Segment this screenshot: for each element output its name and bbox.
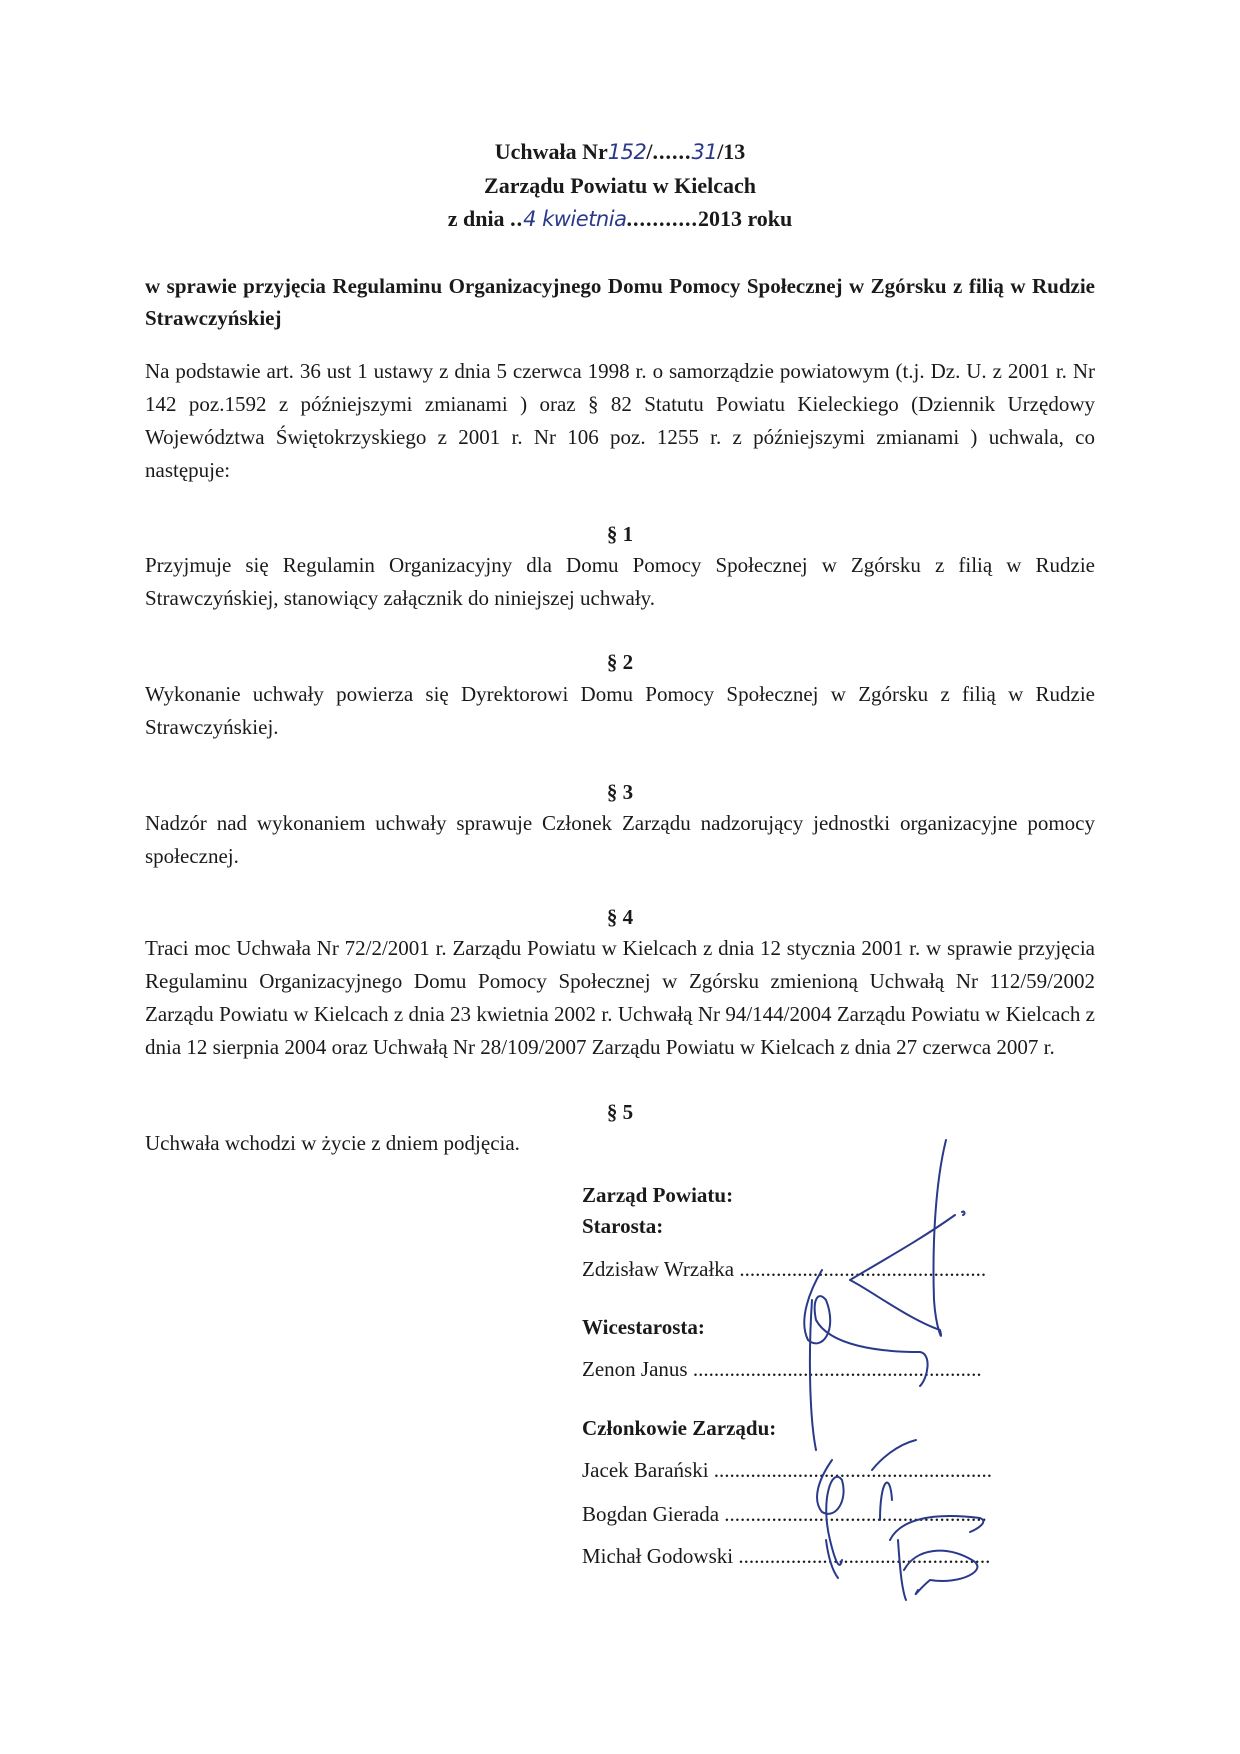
paragraph-1-text: Przyjmuje się Regulamin Organizacyjny dla Domu Pomocy Społecznej w Zgórsku z filią w Rudzie Strawczyńskiej, stanowiący załącznik do niniejszej uchwały. [145, 553, 1095, 610]
member-name: Michał Godowski [582, 1544, 734, 1568]
members-label: Członkowie Zarządu: [582, 1416, 777, 1440]
paragraph-2-number: § 2 [606, 650, 634, 674]
paragraph-4-number: § 4 [606, 905, 634, 929]
member-signature-line [582, 1502, 987, 1527]
member-name: Bogdan Gierada [582, 1502, 720, 1526]
wicestarosta-label: Wicestarosta: [582, 1315, 705, 1339]
paragraph-2-text: Wykonanie uchwały powierza się Dyrektorowi Domu Pomocy Społecznej w Zgórsku z filią w Rudzie Strawczyńskiej. [145, 682, 1095, 739]
date-line: z dnia ..4 kwietnia...........2013 roku [447, 206, 793, 231]
handwritten-number: 152 [607, 140, 647, 164]
starosta-dots: ............................................... [739, 1257, 987, 1281]
member-signature-line [582, 1544, 990, 1569]
member-dots: .................................................. [724, 1502, 987, 1526]
legal-basis: Na podstawie art. 36 ust 1 ustawy z dnia 5 czerwca 1998 r. o samorządzie powiatowym (t.j. Dz. U. z 2001 r. Nr 142 poz.1592 z późniejszymi zmianami ) oraz § 82 Statutu Powiatu Kieleckiego (Dziennik Urzędowy Województwa Świętokrzyskiego z 2001 r. Nr 106 poz. 1255 r. z późniejszymi zmianami ) uchwala, co następuje: [145, 359, 1095, 482]
board-label: Zarząd Powiatu: [582, 1183, 734, 1207]
wicestarosta-name: Zenon Janus [582, 1357, 688, 1381]
paragraph-5-text: Uchwała wchodzi w życie z dniem podjęcia. [145, 1131, 520, 1155]
paragraph-5-number: § 5 [606, 1100, 634, 1124]
starosta-label: Starosta: [582, 1214, 664, 1238]
resolution-number-line [0, 139, 1240, 165]
board-name: Zarządu Powiatu w Kielcach [484, 173, 756, 198]
starosta-name: Zdzisław Wrzałka [582, 1257, 735, 1281]
handwritten-session: 31 [691, 140, 718, 164]
resolution-prefix: Uchwała Nr [494, 139, 608, 164]
number-dots: ...... [652, 139, 692, 164]
date-year: 2013 roku [697, 206, 793, 231]
wicestarosta-dots: ....................................................... [692, 1357, 982, 1381]
paragraph-3-text: Nadzór nad wykonaniem uchwały sprawuje Członek Zarządu nadzorujący jednostki organizacyjne pomocy społecznej. [145, 811, 1095, 868]
resolution-subject: w sprawie przyjęcia Regulaminu Organizacyjnego Domu Pomocy Społecznej w Zgórsku z filią w Rudzie Strawczyńskiej [145, 274, 1095, 330]
member-signature-line [582, 1458, 992, 1483]
date-prefix: z dnia [447, 206, 505, 231]
paragraph-4-text: Traci moc Uchwała Nr 72/2/2001 r. Zarządu Powiatu w Kielcach z dnia 12 stycznia 2001 r. w sprawie przyjęcia Regulaminu Organizacyjnego Domu Pomocy Społecznej w Zgórsku zmienioną Uchwałą Nr 112/59/2002 Zarządu Powiatu w Kielcach z dnia 23 kwietnia 2002 r. Uchwałą Nr 94/144/2004 Zarządu Powiatu w Kielcach z dnia 12 sierpnia 2004 oraz Uchwałą Nr 28/109/2007 Zarządu Powiatu w Kielcach z dnia 27 czerwca 2007 r. [145, 936, 1095, 1059]
starosta-signature-line [582, 1257, 986, 1282]
paragraph-3-number: § 3 [606, 780, 634, 804]
resolution-year-suffix: /13 [717, 139, 746, 164]
number-separator: / [646, 139, 653, 164]
member-name: Jacek Barański [582, 1458, 709, 1482]
paragraph-1-number: § 1 [606, 522, 634, 546]
member-dots: ..................................................... [713, 1458, 993, 1482]
wicestarosta-signature-line [582, 1357, 982, 1382]
handwritten-date: 4 kwietnia [523, 207, 627, 231]
starosta-signature-stroke [850, 1140, 965, 1336]
member-dots: ................................................ [738, 1544, 991, 1568]
